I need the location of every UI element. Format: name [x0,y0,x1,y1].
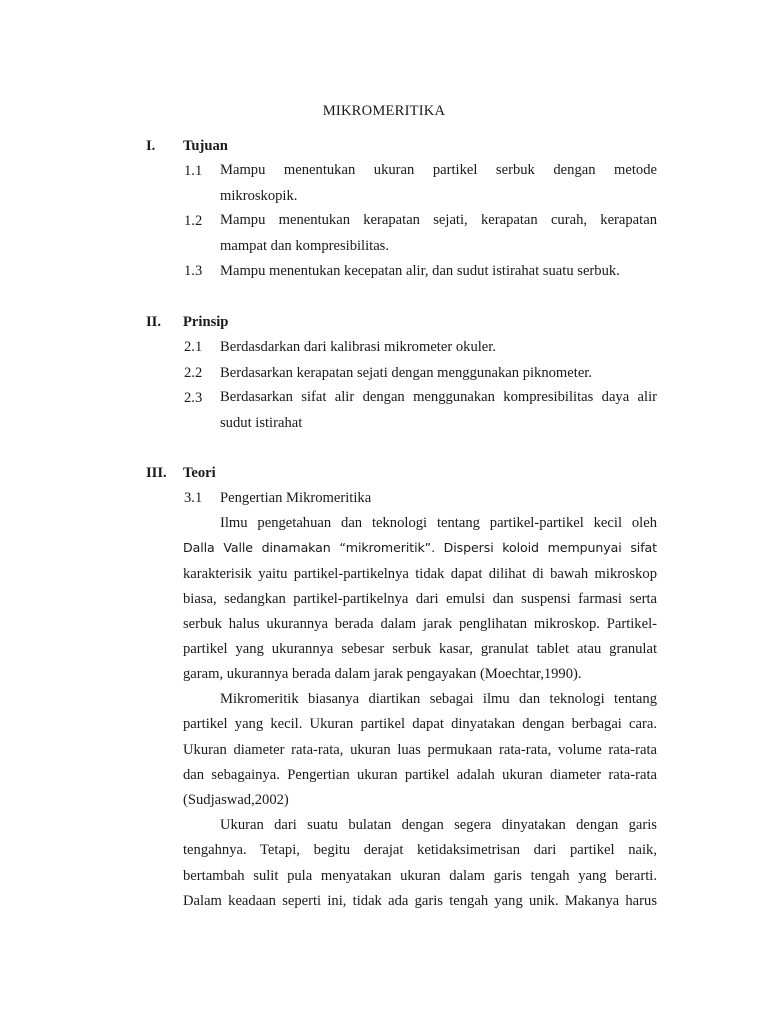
section-number: I. [146,138,156,154]
paragraph-line: garam, ukurannya berada dalam jarak pengayakan (Moechtar,1990). [183,666,582,682]
list-item-text [220,208,657,233]
list-item-number: 2.3 [184,390,203,406]
list-item-text: Mampu menentukan kecepatan alir, dan sudut istirahat suatu serbuk. [220,263,620,279]
paragraph-line: dan sebagainya. Pengertian ukuran partikel adalah ukuran diameter rata-rata [183,767,657,783]
list-item-text: Berdasdarkan dari kalibrasi mikrometer okuler. [220,339,496,355]
list-item-number: 1.3 [184,263,203,279]
section-title-tujuan: Tujuan [183,138,228,154]
list-item-line: Berdasarkan sifat alir dengan menggunakan kompresibilitas daya alir [220,389,657,405]
paragraph-line: partikel yang kecil. Ukuran partikel dapat dinyatakan dengan berbagai cara. [183,716,657,732]
list-item-number: 1.1 [184,163,203,179]
list-item-line: Mampu menentukan kerapatan sejati, kerapatan curah, kerapatan [220,212,657,228]
paragraph-line: Ilmu pengetahuan dan teknologi tentang partikel-partikel kecil oleh [220,515,657,531]
list-item-continuation: sudut istirahat [220,415,303,431]
paragraph-line: karakterisik yaitu partikel-partikelnya tidak dapat dilihat di bawah mikroskop [183,566,657,582]
paragraph-line: serbuk halus ukurannya berada dalam jarak penglihatan mikroskop. Partikel- [183,616,657,632]
list-item-line: Mampu menentukan ukuran partikel serbuk dengan metode [220,162,657,178]
paragraph-line: Ukuran diameter rata-rata, ukuran luas permukaan rata-rata, volume rata-rata [183,742,657,758]
subsection-number: 3.1 [184,490,203,506]
paragraph-line: Ukuran dari suatu bulatan dengan segera dinyatakan dengan garis [220,817,657,833]
paragraph-line: bertambah sulit pula menyatakan ukuran dalam garis tengah yang berarti. [183,868,657,884]
list-item-number: 1.2 [184,213,203,229]
list-item-number: 2.2 [184,365,203,381]
section-number: II. [146,314,162,330]
list-item-text [220,385,657,410]
section-title-prinsip: Prinsip [183,314,229,330]
list-item-continuation: mikroskopik. [220,188,298,204]
list-item-text: Berdasarkan kerapatan sejati dengan menggunakan piknometer. [220,365,592,381]
paragraph-line: tengahnya. Tetapi, begitu derajat ketidaksimetrisan dari partikel naik, [183,842,657,858]
document-title: MIKROMERITIKA [322,103,446,119]
list-item-number: 2.1 [184,339,203,355]
paragraph-line: Dalam keadaan seperti ini, tidak ada garis tengah yang unik. Makanya harus [183,893,657,909]
section-title-teori: Teori [183,465,216,481]
paragraph-line: Dalla Valle dinamakan “mikromeritik”. Dispersi koloid mempunyai sifat [183,540,657,555]
paragraph-line: biasa, sedangkan partikel-partikelnya dari emulsi dan suspensi farmasi serta [183,591,657,607]
list-item-text [220,158,657,183]
paragraph-line: Mikromeritik biasanya diartikan sebagai ilmu dan teknologi tentang [220,691,657,707]
section-number: III. [146,465,167,481]
list-item-continuation: mampat dan kompresibilitas. [220,238,390,254]
paragraph-line: (Sudjaswad,2002) [183,792,289,808]
paragraph-line: partikel yang ukurannya sebesar serbuk kasar, granulat tablet atau granulat [183,641,657,657]
subsection-title: Pengertian Mikromeritika [220,490,372,506]
